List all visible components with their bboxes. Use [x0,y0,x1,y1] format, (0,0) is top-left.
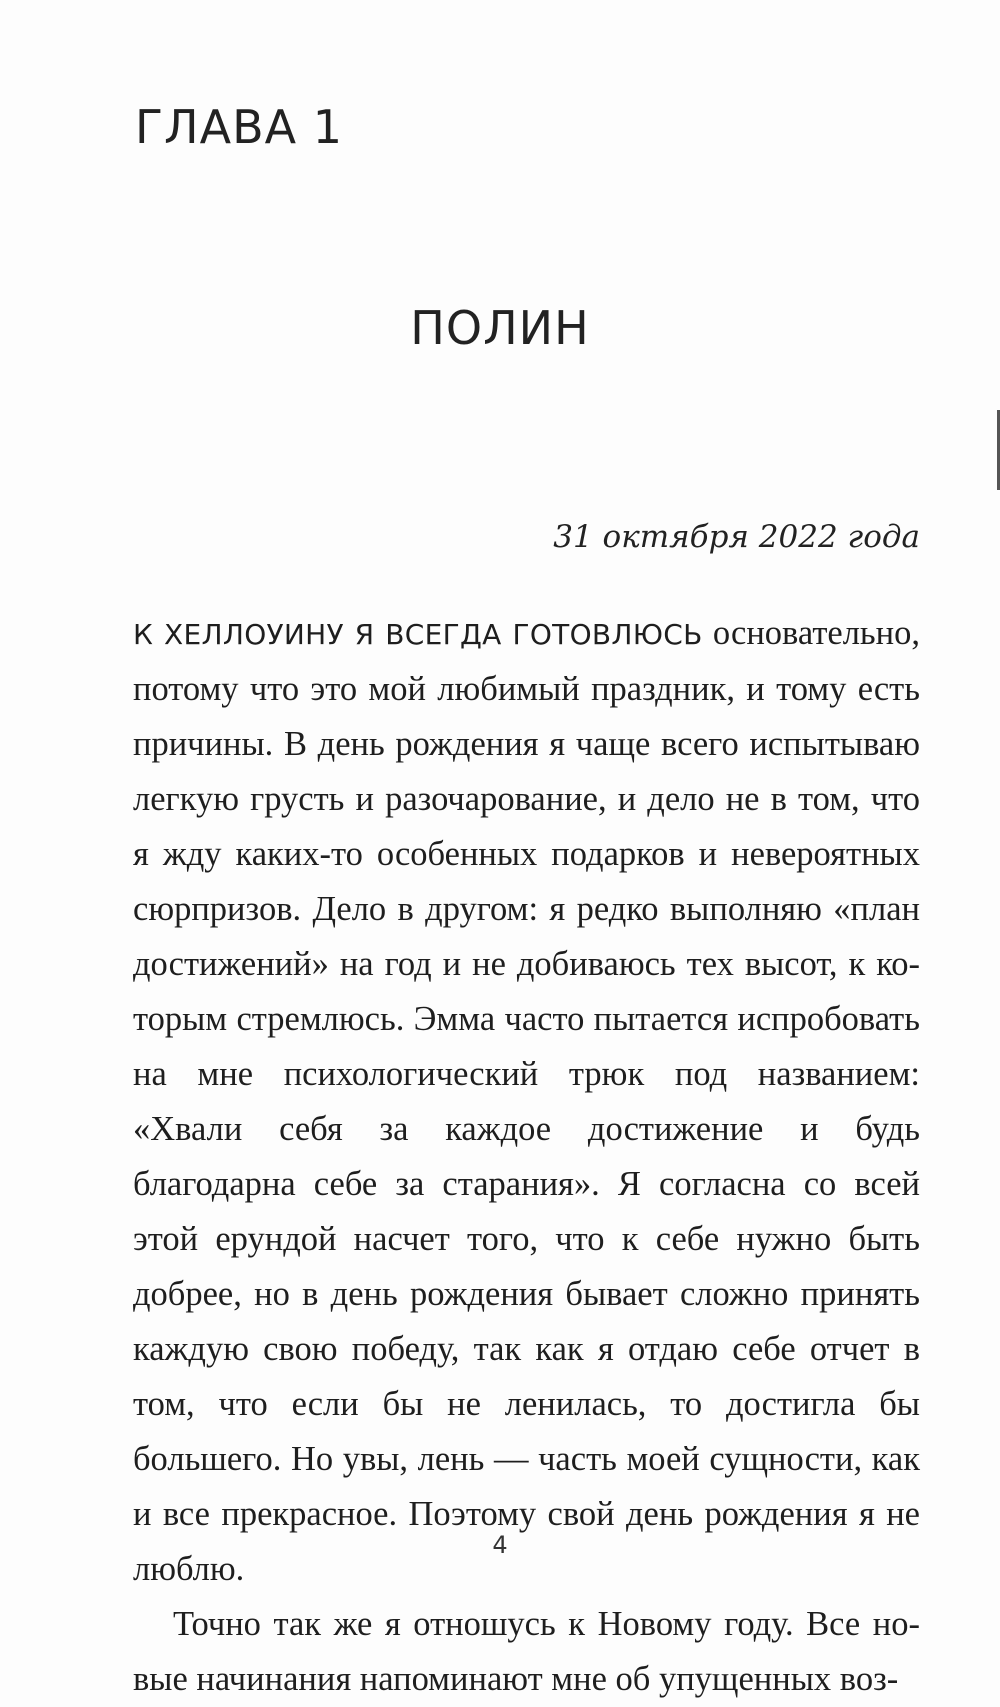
chapter-label: ГЛАВА 1 [135,100,344,154]
paragraph [133,606,920,1597]
paragraph-text: основательно, потому что это мой любимый праздник, и тому есть причины. В день рождения я чаще всего испытываю легкую грусть и разочарование, и дело не в том, что я жду каких-то особенных подарков и невероятных сюрпризов. Дело в другом: я редко выполняю «план достижений» на год и не добиваюсь тех высот, к которым стремлюсь. Эмма часто пытается испробовать на мне психологический трюк под названием: «Хвали себя за каждое достижение и будь благодарна себе за старания». Я согласна со всей этой ерундой насчет того, что к себе нужно быть добрее, но в день рождения бывает сложно принять каждую свою победу, так как я отдаю себе отчет в том, что если бы не ленилась, то достигла бы большего. Но увы, лень — часть моей сущности, как и все прекрасное. Поэтому свой день рождения я не люблю. [133,614,920,1588]
paragraph: Точно так же я отношусь к Новому году. Все новые начинания напоминают мне об упущенных воз- [133,1605,920,1698]
chapter-title: ПОЛИН [410,301,590,355]
page-number: 4 [492,1531,508,1559]
chapter-date: 31 октября 2022 года [553,519,920,555]
lead-in-caps: К ХЕЛЛОУИНУ Я ВСЕГДА ГОТОВЛЮСЬ [133,618,703,651]
